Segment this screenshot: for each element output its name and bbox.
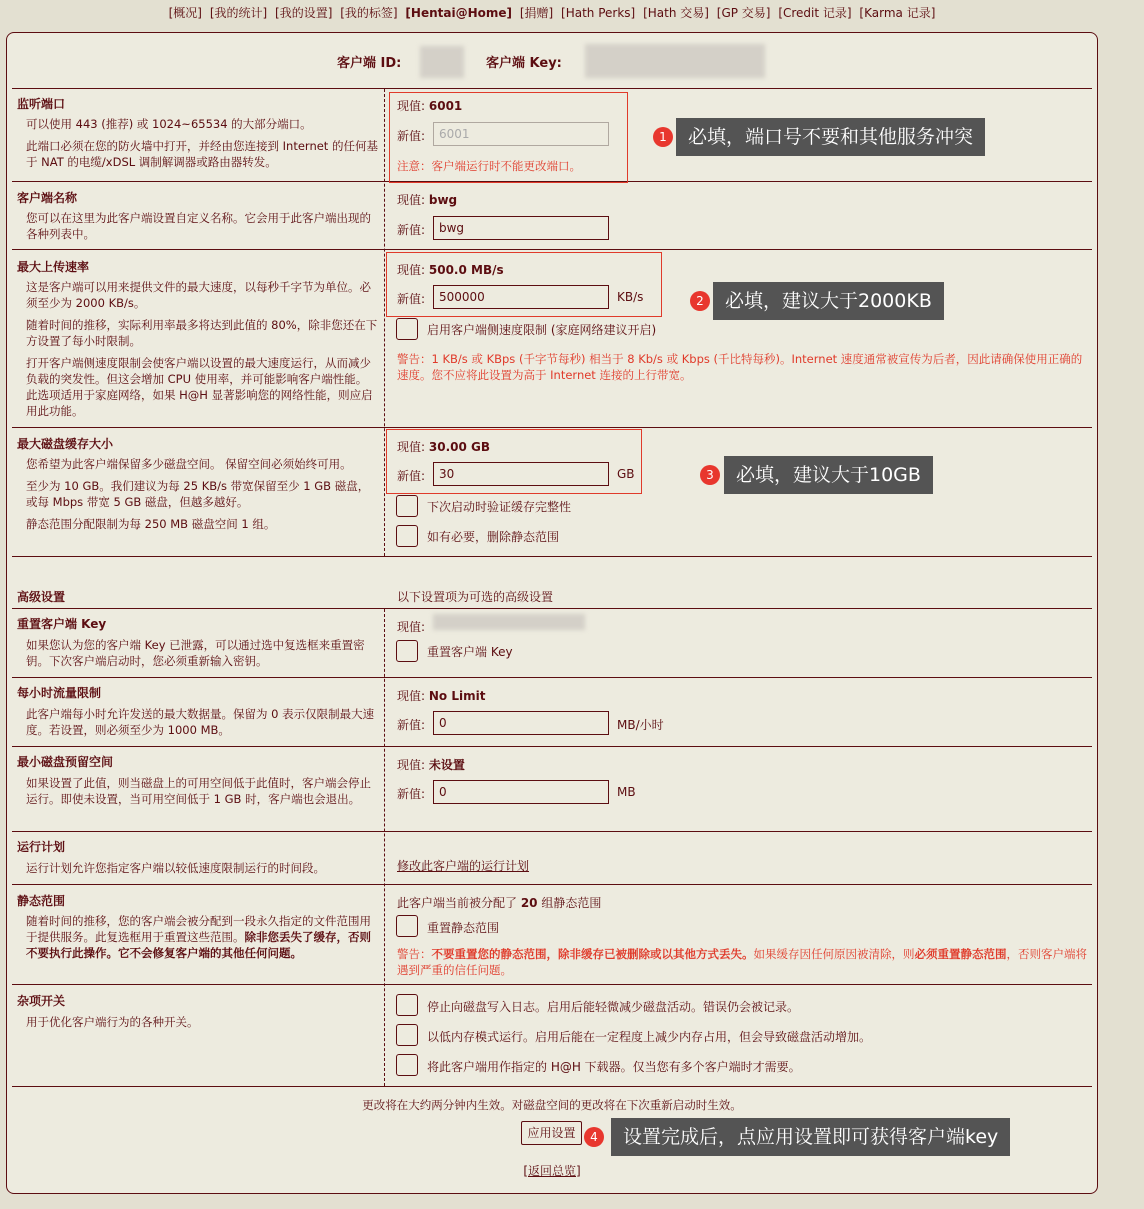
upload-desc-3: 打开客户端侧速度限制会使客户端以设置的最大速度运行，从而减少负载的突发性。但这会增加 CPU 使用率，并可能影响客户端性能。此选项适用于家庭网络，如果 H@H 显著影响您的网络性能，则应启用此功能。 <box>26 356 373 418</box>
static-warning: 警告：不要重置您的静态范围，除非缓存已被删除或以其他方式丢失。如果缓存因任何原因被清除，则必须重置静态范围，否则客户端将遇到严重的信任问题。 <box>397 947 1087 977</box>
client-key-redacted <box>585 44 765 78</box>
annotation-tip-2: 必填，建议大于2000KB <box>713 282 944 320</box>
cache-input[interactable]: 30 <box>433 462 609 486</box>
nav-gp-exchange[interactable]: [GP 交易] <box>716 6 771 20</box>
advanced-subtitle: 以下设置项为可选的高级设置 <box>397 590 554 604</box>
divider <box>12 1086 1092 1087</box>
annotation-box-1 <box>389 92 628 183</box>
nav-hath-perks[interactable]: [Hath Perks] <box>561 6 636 20</box>
client-key-value-redacted <box>433 614 585 630</box>
downloader-label: 将此客户端用作指定的 H@H 下载器。仅当您有多个客户端时才需要。 <box>427 1060 801 1074</box>
annotation-tip-4: 设置完成后，点应用设置即可获得客户端key <box>611 1118 1010 1156</box>
cache-current: 现值: 30.00 GB <box>397 440 491 454</box>
cache-desc-2: 至少为 10 GB。我们建议为每 25 KB/s 带宽保留至少 1 GB 磁盘，或每 Mbps 带宽 5 GB 磁盘，但越多越好。 <box>26 479 370 509</box>
port-new-label: 新值: <box>397 129 426 143</box>
nav-credit-log[interactable]: [Credit 记录] <box>778 6 852 20</box>
upload-unit: KB/s <box>617 290 644 304</box>
reset-static-label: 重置静态范围 <box>427 921 500 935</box>
speed-limit-label: 启用客户端侧速度限制 (家庭网络建议开启) <box>427 323 657 337</box>
divider <box>12 249 1092 250</box>
cache-new-label: 新值: <box>397 469 426 483</box>
port-current: 现值: 6001 <box>397 99 463 113</box>
port-input[interactable]: 6001 <box>433 122 609 146</box>
upload-desc-1: 这是客户端可以用来提供文件的最大速度，以每秒千字节为单位。必须至少为 2000 KB/s。 <box>26 280 371 310</box>
hourly-unit: MB/小时 <box>617 718 664 732</box>
annotation-box-3 <box>386 429 642 494</box>
upload-title: 最大上传速率 <box>17 260 90 274</box>
divider <box>12 556 1092 557</box>
name-current: 现值: bwg <box>397 193 458 207</box>
resetkey-current-label: 现值: <box>397 620 426 634</box>
nav-stats[interactable]: [我的统计] <box>209 6 268 20</box>
annotation-badge-4: 4 <box>584 1127 604 1147</box>
delete-static-label: 如有必要，删除静态范围 <box>427 530 560 544</box>
divider <box>12 746 1092 747</box>
reserve-current: 现值: 未设置 <box>397 758 465 772</box>
annotation-badge-1: 1 <box>653 127 673 147</box>
hourly-title: 每小时流量限制 <box>17 686 102 700</box>
delete-static-checkbox[interactable] <box>396 525 418 547</box>
upload-input[interactable]: 500000 <box>433 285 609 309</box>
advanced-title: 高级设置 <box>17 590 66 604</box>
cache-title: 最大磁盘缓存大小 <box>17 437 114 451</box>
client-key-label: 客户端 Key: <box>486 56 562 71</box>
port-desc-1: 可以使用 443 (推荐) 或 1024~65534 的大部分端口。 <box>26 117 312 131</box>
hourly-input[interactable]: 0 <box>433 711 609 735</box>
static-info: 此客户端当前被分配了 20 组静态范围 <box>397 896 602 910</box>
speed-limit-checkbox[interactable] <box>396 318 418 340</box>
reserve-new-label: 新值: <box>397 787 426 801</box>
port-note: 注意：客户端运行时不能更改端口。 <box>397 159 581 173</box>
name-new-label: 新值: <box>397 223 426 237</box>
upload-desc-2: 随着时间的推移，实际利用率最多将达到此值的 80%，除非您还在下方设置了每小时限制。 <box>26 318 378 348</box>
name-input[interactable]: bwg <box>433 216 609 240</box>
name-title: 客户端名称 <box>17 191 78 205</box>
upload-warning: 警告：1 KB/s 或 KBps (千字节每秒) 相当于 8 Kb/s 或 Kbps (千比特每秒)。Internet 速度通常被宣传为后者，因此请确保使用正确的速度。您不应将此设置为高于 Internet 连接的上行带宽。 <box>397 352 1083 382</box>
downloader-checkbox[interactable] <box>396 1054 418 1076</box>
upload-new-label: 新值: <box>397 292 426 306</box>
nav-karma-log[interactable]: [Karma 记录] <box>859 6 936 20</box>
disable-logging-checkbox[interactable] <box>396 994 418 1016</box>
column-divider <box>384 609 385 1086</box>
nav-hath[interactable]: [Hentai@Home] <box>405 6 512 20</box>
apply-settings-button[interactable]: 应用设置 <box>521 1121 582 1145</box>
reset-key-checkbox[interactable] <box>396 640 418 662</box>
nav-tags[interactable]: [我的标签] <box>340 6 398 20</box>
misc-title: 杂项开关 <box>17 994 66 1008</box>
annotation-tip-3: 必填，建议大于10GB <box>724 456 933 494</box>
resetkey-title: 重置客户端 Key <box>17 617 107 631</box>
nav-settings[interactable]: [我的设置] <box>275 6 333 20</box>
top-nav <box>0 4 1104 21</box>
client-id-redacted <box>420 46 464 78</box>
nav-overview[interactable]: [概况] <box>168 6 202 20</box>
divider <box>12 677 1092 678</box>
verify-cache-label: 下次启动时验证缓存完整性 <box>427 500 572 514</box>
verify-cache-checkbox[interactable] <box>396 495 418 517</box>
divider <box>12 831 1092 832</box>
reset-static-checkbox[interactable] <box>396 915 418 937</box>
reserve-desc: 如果设置了此值，则当磁盘上的可用空间低于此值时，客户端会停止运行。即使未设置，当可用空间低于 1 GB 时，客户端也会退出。 <box>26 776 371 806</box>
reserve-unit: MB <box>617 785 636 799</box>
port-desc-2: 此端口必须在您的防火墙中打开，并经由您连接到 Internet 的任何基于 NAT 的电缆/xDSL 调制解调器或路由器转发。 <box>26 139 378 169</box>
resetkey-desc: 如果您认为您的客户端 Key 已泄露，可以通过选中复选框来重置密钥。下次客户端启动时，您必须重新输入密钥。 <box>26 638 365 668</box>
low-memory-checkbox[interactable] <box>396 1024 418 1046</box>
cache-unit: GB <box>617 467 635 481</box>
client-id-label: 客户端 ID: <box>337 56 402 71</box>
name-desc: 您可以在这里为此客户端设置自定义名称。它会用于此客户端出现的各种列表中。 <box>26 211 371 241</box>
column-divider <box>384 89 385 556</box>
upload-current: 现值: 500.0 MB/s <box>397 263 504 277</box>
cache-desc-3: 静态范围分配限制为每 250 MB 磁盘空间 1 组。 <box>26 517 276 531</box>
divider <box>12 984 1092 985</box>
schedule-desc: 运行计划允许您指定客户端以较低速度限制运行的时间段。 <box>26 861 325 875</box>
annotation-badge-2: 2 <box>690 291 710 311</box>
annotation-badge-3: 3 <box>700 465 720 485</box>
static-desc: 随着时间的推移，您的客户端会被分配到一段永久指定的文件范围用于提供服务。此复选框用于重置这些范围。除非您丢失了缓存，否则不要执行此操作。它不会修复客户端的其他任何问题。 <box>26 914 371 960</box>
hourly-desc: 此客户端每小时允许发送的最大数据量。保留为 0 表示仅限制最大速度。若设置，则必须至少为 1000 MB。 <box>26 707 375 737</box>
footer-note: 更改将在大约两分钟内生效。对磁盘空间的更改将在下次重新启动时生效。 <box>362 1098 742 1112</box>
nav-donate[interactable]: [捐赠] <box>519 6 554 20</box>
divider <box>12 608 1092 609</box>
reserve-title: 最小磁盘预留空间 <box>17 755 114 769</box>
back-to-overview-link[interactable]: [返回总览] <box>523 1164 581 1178</box>
divider <box>12 427 1092 428</box>
nav-hath-exchange[interactable]: [Hath 交易] <box>643 6 709 20</box>
edit-schedule-link[interactable]: 修改此客户端的运行计划 <box>397 859 530 873</box>
cache-desc-1: 您希望为此客户端保留多少磁盘空间。 保留空间必须始终可用。 <box>26 457 352 471</box>
schedule-title: 运行计划 <box>17 840 66 854</box>
divider <box>12 88 1092 89</box>
annotation-box-2 <box>386 252 662 317</box>
reserve-input[interactable]: 0 <box>433 780 609 804</box>
disable-logging-label: 停止向磁盘写入日志。启用后能轻微减少磁盘活动。错误仍会被记录。 <box>427 1000 800 1014</box>
hourly-current: 现值: No Limit <box>397 689 486 703</box>
misc-desc: 用于优化客户端行为的各种开关。 <box>26 1015 199 1029</box>
static-title: 静态范围 <box>17 894 66 908</box>
reset-key-label: 重置客户端 Key <box>427 645 513 659</box>
annotation-tip-1: 必填，端口号不要和其他服务冲突 <box>676 118 985 156</box>
divider <box>12 884 1092 885</box>
low-memory-label: 以低内存模式运行。启用后能在一定程度上减少内存占用，但会导致磁盘活动增加。 <box>427 1030 872 1044</box>
port-title: 监听端口 <box>17 97 66 111</box>
hourly-new-label: 新值: <box>397 718 426 732</box>
